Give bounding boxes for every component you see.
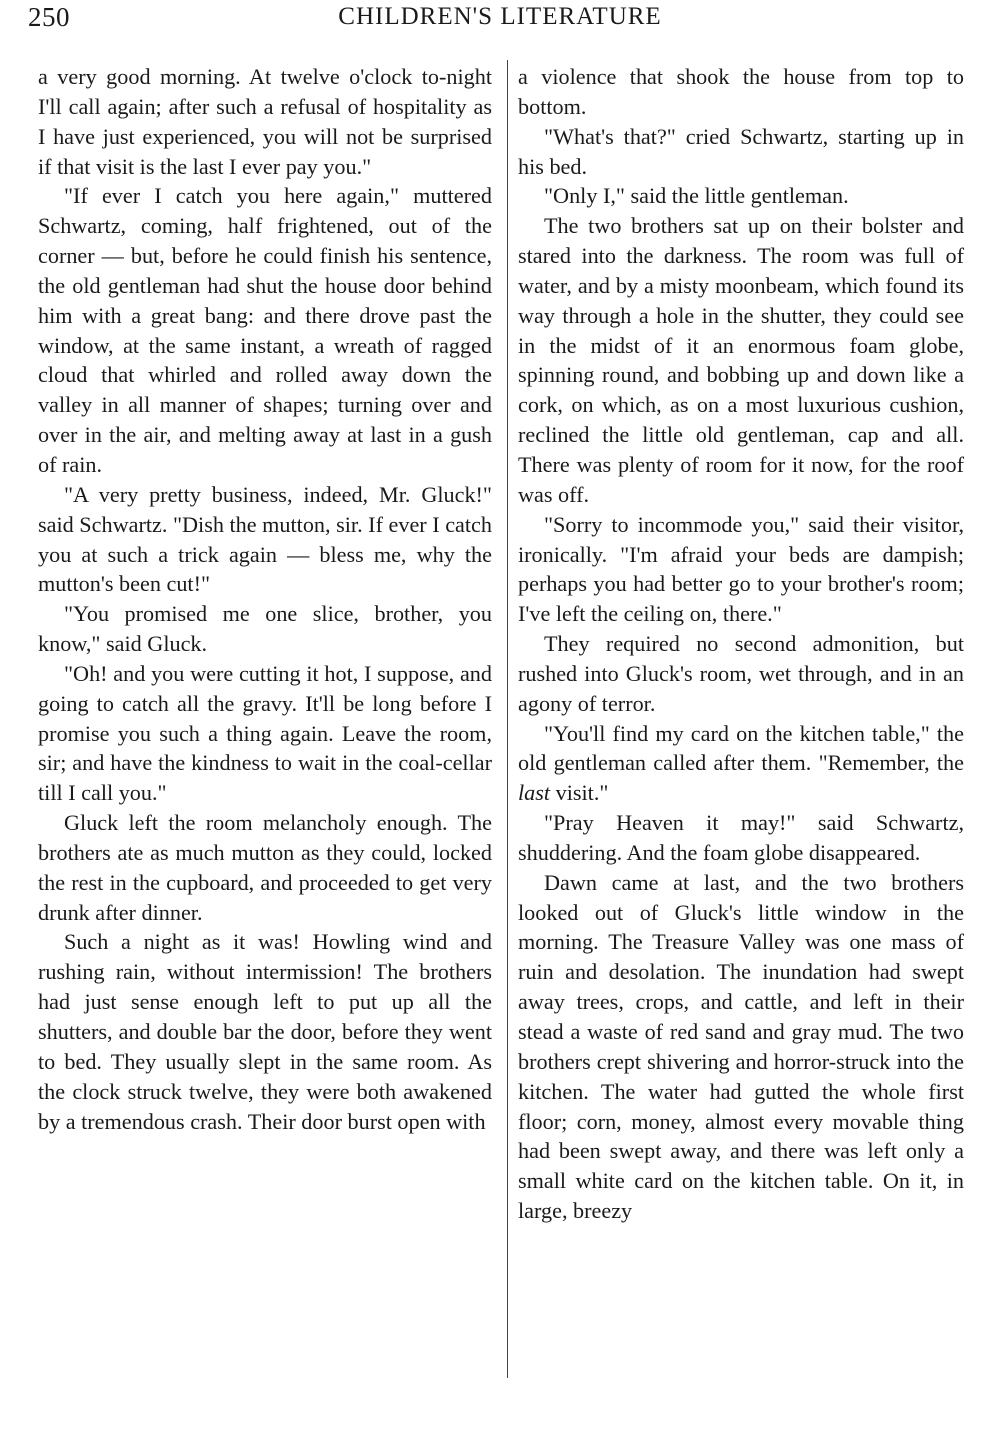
right-column [518,62,964,1226]
running-head: CHILDREN'S LITERATURE [338,3,662,30]
paragraph: "Pray Heaven it may!" said Schwartz, shuddering. And the foam globe disappeared. [518,810,964,865]
text-run: "You'll find my card on the kitchen table," the old gentleman called after them. "Remember, the [518,720,964,776]
left-column [38,62,492,1136]
paragraph: "You promised me one slice, brother, you know," said Gluck. [38,601,492,657]
column-divider [507,60,508,1378]
page-number: 250 [28,2,70,32]
paragraph: "Sorry to incommode you," said their visitor, ironically. "I'm afraid your beds are dampish; perhaps you had better go to your brother's room; I've left the ceiling on, there." [518,511,964,627]
paragraph: "If ever I catch you here again," muttered Schwartz, coming, half frightened, out of the corner — but, before he could finish his sentence, the old gentleman had shut the house door behind him with a great bang: and there drove past the window, at the same instant, a wreath of ragged cloud that whirled and rolled away down the valley in all manner of shapes; turning over and over in the air, and melting away at last in a gush of rain. [38,183,492,477]
paragraph: a very good morning. At twelve o'clock to-night I'll call again; after such a refusal of hospitality as I have just experienced, you will not be surprised if that visit is the last I ever pay you." [38,64,492,179]
paragraph: a violence that shook the house from top to bottom. [518,64,964,119]
paragraph: Such a night as it was! Howling wind and rushing rain, without intermission! The brothers had just sense enough left to put up all the shutters, and double bar the door, before they went to bed. They usually slept in the same room. As the clock struck twelve, they were both awakened by a tremendous crash. Their door burst open with [38,929,492,1134]
paragraph: Dawn came at last, and the two brothers looked out of Gluck's little window in the morning. The Treasure Valley was one mass of ruin and desolation. The inundation had swept away trees, crops, and cattle, and left in their stead a waste of red sand and gray mud. The two brothers crept shivering and horror-struck into the kitchen. The water had gutted the whole first floor; corn, money, almost every movable thing had been swept away, and there was left only a small white card on the kitchen table. On it, in large, breezy [518,869,964,1224]
paragraph: "What's that?" cried Schwartz, starting up in his bed. [518,123,964,179]
paragraph: They required no second admonition, but rushed into Gluck's room, wet through, and in an agony of terror. [518,631,964,716]
paragraph [518,719,964,809]
paragraph: "Oh! and you were cutting it hot, I suppose, and going to catch all the gravy. It'll be long before I promise you such a thing again. Leave the room, sir; and have the kindness to wait in the coal-cellar till I call you." [38,660,492,806]
paragraph: "A very pretty business, indeed, Mr. Gluck!" said Schwartz. "Dish the mutton, sir. If ever I catch you at such a trick again — bless me, why the mutton's been cut!" [38,481,492,597]
paragraph: "Only I," said the little gentleman. [544,183,849,209]
paragraph: The two brothers sat up on their bolster and stared into the darkness. The room was full of water, and by a misty moonbeam, which found its way through a hole in the shutter, they could see in the midst of it an enormous foam globe, spinning round, and bobbing up and down like a cork, on which, as on a most luxurious cushion, reclined the little old gentleman, cap and all. There was plenty of room for it now, for the roof was off. [518,213,964,507]
paragraph: Gluck left the room melancholy enough. The brothers ate as much mutton as they could, locked the rest in the cupboard, and proceeded to get very drunk after dinner. [38,810,492,925]
text-run: visit." [550,780,609,806]
emphasis: last [518,780,551,806]
